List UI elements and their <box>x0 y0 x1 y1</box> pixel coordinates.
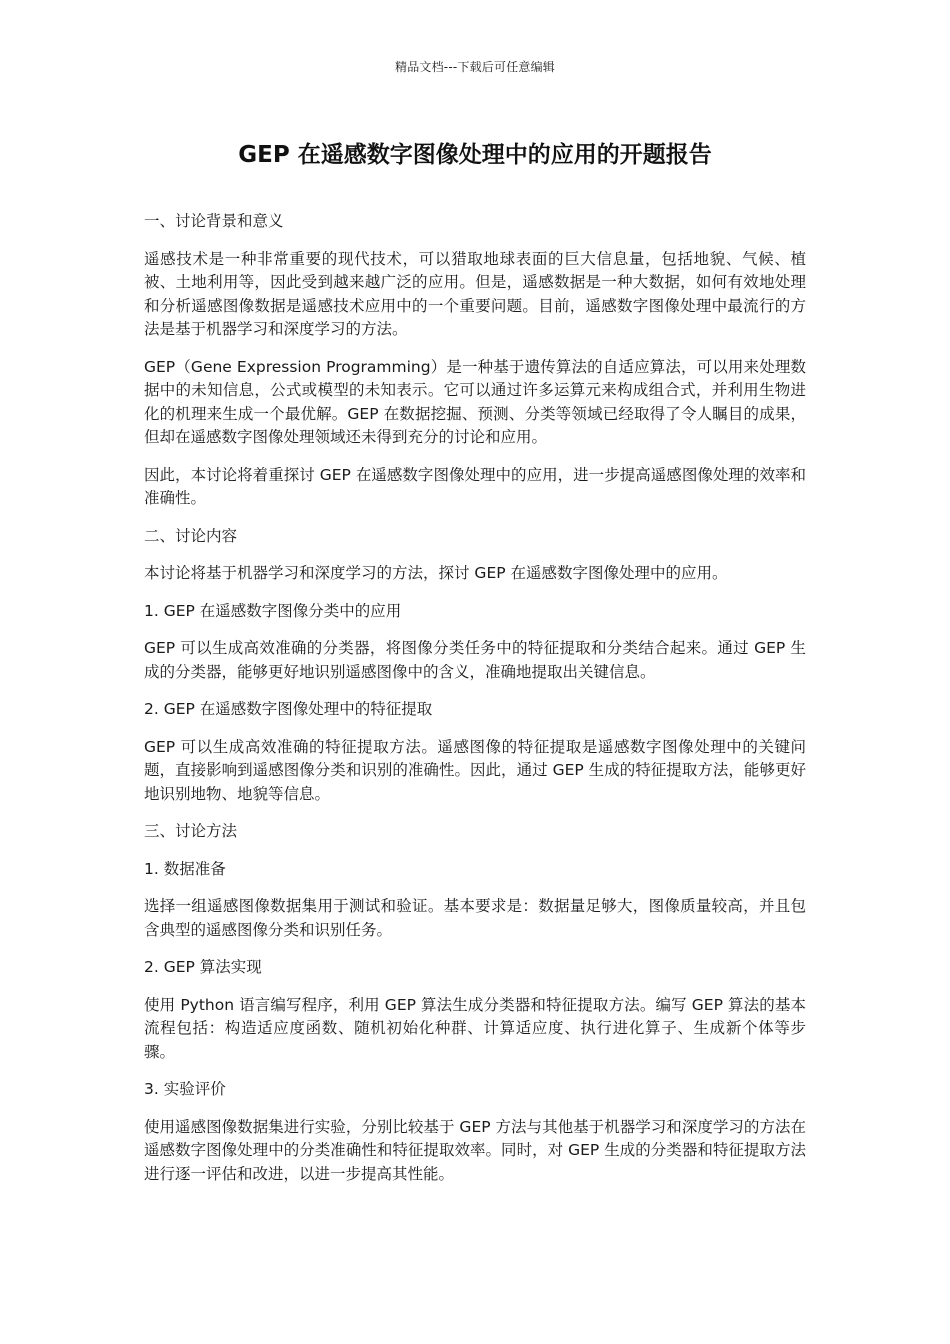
paragraph-content-overview: 本讨论将基于机器学习和深度学习的方法，探讨 GEP 在遥感数字图像处理中的应用。 <box>144 564 728 582</box>
document-title: GEP 在遥感数字图像处理中的应用的开题报告 <box>238 142 712 168</box>
paragraph-data-preparation: 选择一组遥感图像数据集用于测试和验证。基本要求是：数据量足够大，图像质量较高，并且包含典型的遥感图像分类和识别任务。 <box>144 897 806 939</box>
header-note: 精品文档---下载后可任意编辑 <box>395 60 555 74</box>
subheading-feature-extraction: 2. GEP 在遥感数字图像处理中的特征提取 <box>144 700 433 718</box>
paragraph-gep-implementation: 使用 Python 语言编写程序，利用 GEP 算法生成分类器和特征提取方法。编写 GEP 算法的基本流程包括：构造适应度函数、随机初始化种群、计算适应度、执行进化算子、生成新个体等步骤。 <box>144 995 806 1061</box>
paragraph-feature-extraction: GEP 可以生成高效准确的特征提取方法。遥感图像的特征提取是遥感数字图像处理中的关键问题，直接影响到遥感图像分类和识别的准确性。因此，通过 GEP 生成的特征提取方法，能够更好地识别地物、地貌等信息。 <box>144 737 806 803</box>
subheading-classification: 1. GEP 在遥感数字图像分类中的应用 <box>144 601 402 620</box>
paragraph-remote-sensing-intro: 遥感技术是一种非常重要的现代技术，可以猎取地球表面的巨大信息量，包括地貌、气候、植被、土地利用等，因此受到越来越广泛的应用。但是，遥感数据是一种大数据，如何有效地处理和分析遥感图像数据是遥感技术应用中的一个重要问题。目前，遥感数字图像处理中最流行的方法是基于机器学习和深度学习的方法。 <box>144 249 806 338</box>
paragraph-gep-intro: GEP（Gene Expression Programming）是一种基于遗传算法的自适应算法，可以用来处理数据中的未知信息，公式或模型的未知表示。它可以通过许多运算元来构成组合式，并利用生物进化的机理来生成一个最优解。GEP 在数据挖掘、预测、分类等领域已经取得了令人瞩目的成果，但却在遥感数字图像处理领域还未得到充分的讨论和应用。 <box>144 357 806 446</box>
section-heading-content: 二、讨论内容 <box>144 526 238 545</box>
paragraph-research-goal: 因此，本讨论将着重探讨 GEP 在遥感数字图像处理中的应用，进一步提高遥感图像处理的效率和准确性。 <box>144 465 806 507</box>
document-body <box>144 210 806 1200</box>
subheading-evaluation: 3. 实验评价 <box>144 1080 226 1098</box>
paragraph-classification: GEP 可以生成高效准确的分类器，将图像分类任务中的特征提取和分类结合起来。通过 GEP 生成的分类器，能够更好地识别遥感图像中的含义，准确地提取出关键信息。 <box>144 639 806 681</box>
subheading-data-preparation: 1. 数据准备 <box>144 859 226 878</box>
subheading-gep-implementation: 2. GEP 算法实现 <box>144 958 262 976</box>
paragraph-evaluation: 使用遥感图像数据集进行实验，分别比较基于 GEP 方法与其他基于机器学习和深度学习的方法在遥感数字图像处理中的分类准确性和特征提取效率。同时，对 GEP 生成的分类器和特征提取方法进行逐一评估和改进，以进一步提高其性能。 <box>144 1117 806 1183</box>
section-heading-methods: 三、讨论方法 <box>144 822 238 840</box>
section-heading-background: 一、讨论背景和意义 <box>144 212 284 230</box>
